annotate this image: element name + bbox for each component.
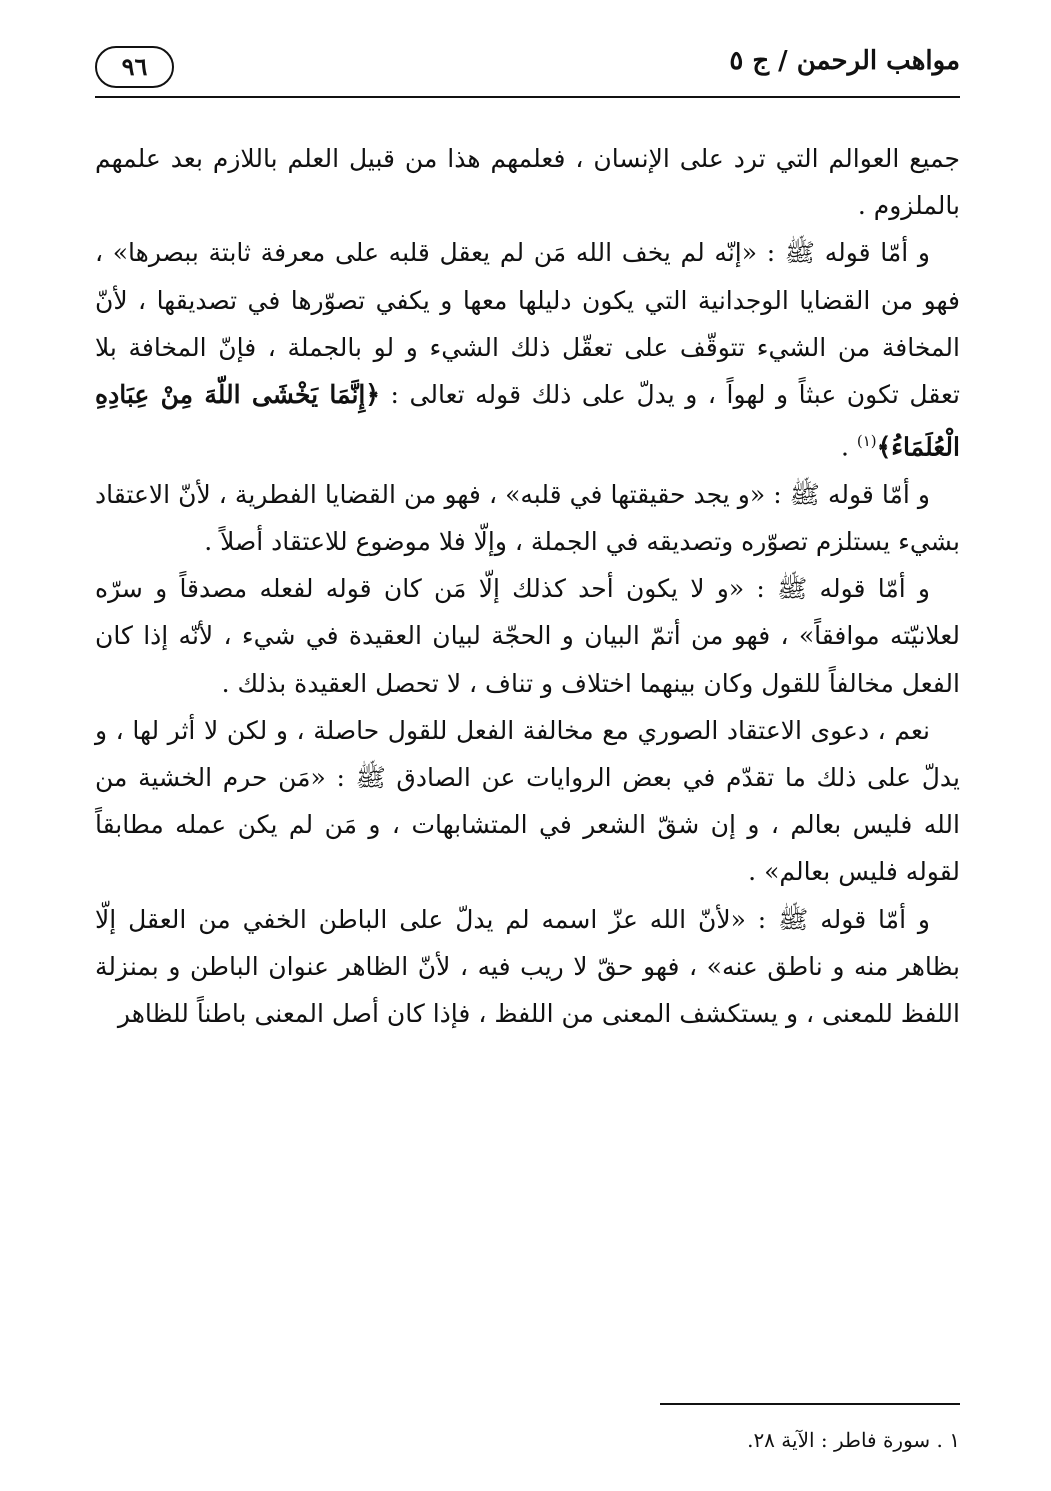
paragraph-3: و أمّا قوله ﷺ : «و يجد حقيقتها في قلبه» ، فهو من القضايا الفطرية ، لأنّ الاعتقاد بشيء يستلزم تصوّره وتصديقه في الجملة ، وإلّا فلا موضوع للاعتقاد أصلاً . — [95, 479, 960, 556]
paragraph-1: جميع العوالم التي ترد على الإنسان ، فعلمهم هذا من قبيل العلم باللازم بعد علمهم بالملزوم . — [95, 144, 960, 221]
quran-verse: ﴿إِنَّمَا يَخْشَى اللّهَ مِنْ عِبَادِهِ الْعُلَمَاءُ﴾ — [95, 380, 960, 462]
paragraph-6: و أمّا قوله ﷺ : «لأنّ الله عزّ اسمه لم يدلّ على الباطن الخفي من العقل إلّا بظاهر منه و ناطق عنه» ، فهو حقّ لا ريب فيه ، لأنّ الظاهر عنوان الباطن و بمنزلة اللفظ للمعنى ، و يستكشف المعنى من اللفظ ، فإذا كان أصل المعنى باطناً للظاهر — [95, 904, 960, 1028]
footnote: ١ . سورة فاطر : الآية ٢٨. — [747, 1428, 960, 1452]
page-header — [95, 38, 960, 88]
page-number: ٩٦ — [95, 46, 174, 88]
paragraph-4: و أمّا قوله ﷺ : «و لا يكون أحد كذلك إلّا مَن كان قوله لفعله مصدقاً و سرّه لعلانيّته موافقاً» ، فهو من أتمّ البيان و الحجّة لبيان العقيدة في شيء ، لأنّه إذا كان الفعل مخالفاً للقول وكان بينهما اختلاف و تناف ، لا تحصل العقيدة بذلك . — [95, 574, 960, 698]
header-rule — [95, 96, 960, 98]
paragraph-2: و أمّا قوله ﷺ : «إنّه لم يخف الله مَن لم يعقل قلبه على معرفة ثابتة ببصرها» ، فهو من القضايا الوجدانية التي يكون دليلها معها و يكفي تصوّرها في تصديقها ، لأنّ المخافة من الشيء تتوقّف على تعقّل ذلك الشيء و لو بالجملة ، فإنّ المخافة بلا تعقل تكون عبثاً و لهواً ، و يدلّ على ذلك قوله تعالى : ﴿إِنَّمَا يَخْشَى اللّهَ مِنْ عِبَادِهِ الْعُلَمَاءُ﴾$^{(١)}$ . — [95, 238, 960, 462]
footnote-ref: (١) — [856, 432, 877, 451]
paragraph-5: نعم ، دعوى الاعتقاد الصوري مع مخالفة الفعل للقول حاصلة ، و لكن لا أثر لها ، و يدلّ على ذلك ما تقدّم في بعض الروايات عن الصادق ﷺ : «مَن حرم الخشية من الله فليس بعالم ، و إن شقّ الشعر في المتشابهات ، و مَن لم يكن عمله مطابقاً لقوله فليس بعالم» . — [95, 715, 960, 887]
footnote-rule — [660, 1403, 960, 1405]
book-title: مواهب الرحمن / ج ٥ — [729, 46, 960, 76]
body-text — [95, 135, 960, 1037]
